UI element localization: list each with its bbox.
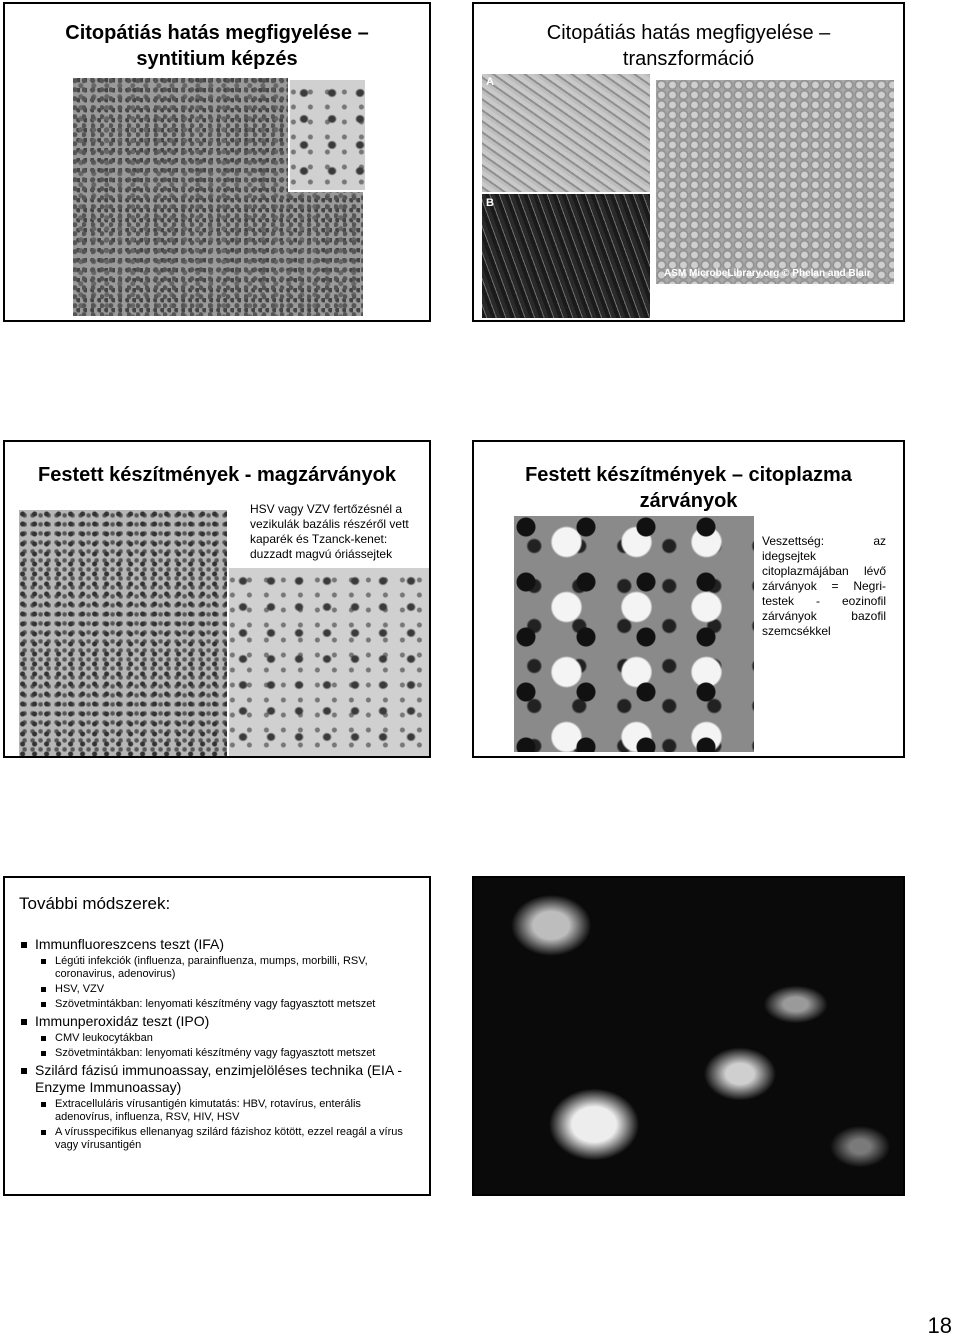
immunofluorescence-micrograph <box>474 878 903 1194</box>
panel-label-a: A <box>486 76 494 88</box>
cell-monolayer-image <box>656 80 894 284</box>
slide-title: Citopátiás hatás megfigyelése – transzformáció <box>546 22 831 70</box>
panel-label-b: B <box>486 197 494 209</box>
slide-nuclear-inclusions <box>3 440 431 758</box>
slide-further-methods <box>3 876 431 1196</box>
list-item: CMV leukocytákban <box>19 1032 419 1045</box>
list-item: Légúti infekciók (influenza, parainfluenza, mumps, morbilli, RSV, coronavirus, adenovirus) <box>19 955 419 981</box>
cell-culture-image-b <box>482 194 650 318</box>
slide-description: Veszettség: az idegsejtek citoplazmájában lévő zárványok = Negri- testek - eozinofil zárványok bazofil szemcsékkel <box>762 534 886 638</box>
giant-cell-micrograph <box>19 510 227 756</box>
slide-syncytium <box>3 2 431 322</box>
slide-fluorescence-image <box>472 876 905 1196</box>
list-item: Szövetmintákban: lenyomati készítmény vagy fagyasztott metszet <box>19 1047 419 1060</box>
slide-title: Festett készítmények - magzárványok <box>38 464 396 486</box>
list-item: Extracelluláris vírusantigén kimutatás: HBV, rotavírus, enterális adenovírus, influenza, RSV, HIV, HSV <box>19 1098 419 1124</box>
list-item: HSV, VZV <box>19 983 419 996</box>
slide-description: HSV vagy VZV fertőzésnél a vezikulák bazális részéről vett kaparék és Tzanck-kenet: duzzadt magvú óriássejtek <box>250 502 409 561</box>
negri-body-micrograph <box>514 516 754 752</box>
slide-title: Festett készítmények – citoplazma zárványok <box>525 464 852 512</box>
methods-list <box>19 934 419 1152</box>
slide-heading: További módszerek: <box>19 894 171 913</box>
list-item: Szövetmintákban: lenyomati készítmény vagy fagyasztott metszet <box>19 998 419 1011</box>
slide-transformation <box>472 2 905 322</box>
image-credit: ASM MicrobeLibrary.org © Phelan and Blair <box>664 268 871 279</box>
syncytium-inset-micrograph <box>288 78 367 192</box>
list-item: Immunfluoreszcens teszt (IFA) <box>19 936 419 953</box>
page-number: 18 <box>927 1313 952 1338</box>
list-item: A vírusspecifikus ellenanyag szilárd fázishoz kötött, ezzel reagál a vírus vagy vírusantigén <box>19 1126 419 1152</box>
list-item: Immunperoxidáz teszt (IPO) <box>19 1013 419 1030</box>
tzanck-smear-micrograph <box>229 568 431 758</box>
cell-culture-image-a <box>482 74 650 192</box>
slide-title: Citopátiás hatás megfigyelése – syntitium képzés <box>65 22 369 70</box>
list-item: Szilárd fázisú immunoassay, enzimjelöléses technika (EIA - Enzyme Immunoassay) <box>19 1062 419 1096</box>
slide-cytoplasmic-inclusions <box>472 440 905 758</box>
